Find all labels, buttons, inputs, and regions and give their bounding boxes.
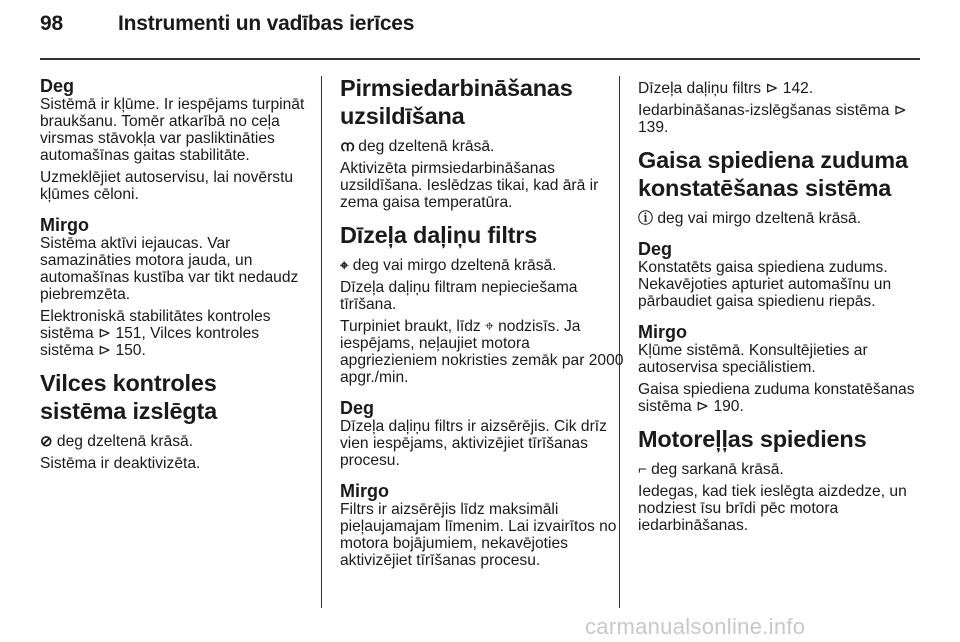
icon-line: ⊘ deg dzeltenā krāsā. bbox=[40, 433, 194, 450]
paragraph: Iedarbināšanas-izslēgšanas sistēma ⊳ 139. bbox=[638, 102, 907, 136]
section-title-tire-pressure: Gaisa spiediena zuduma konstatēšanas sistēma bbox=[638, 147, 908, 201]
paragraph: Gaisa spiediena zuduma konstatēšanas sistēma ⊳ 190. bbox=[638, 381, 915, 415]
column-middle bbox=[340, 70, 630, 574]
paragraph: Konstatēts gaisa spiediena zudums. Nekavējoties apturiet automašīnu un pārbaudiet gaisa spiedienu riepās. bbox=[638, 259, 892, 310]
subheading-deg: Deg bbox=[340, 398, 375, 418]
column-right bbox=[638, 70, 916, 539]
icon-line: ന deg dzeltenā krāsā. bbox=[340, 138, 495, 155]
section-title-oil-pressure: Motoreļļas spiediens bbox=[638, 426, 867, 452]
icon-line: ⌖ deg vai mirgo dzeltenā krāsā. bbox=[340, 257, 557, 274]
paragraph: Filtrs ir aizsērējis līdz maksimāli pieļaujamajam līmenim. Lai izvairītos no motora bojājumiem, nekavējoties aktivizējiet tīrīšanas procesu. bbox=[340, 501, 617, 569]
paragraph: Turpiniet braukt, līdz ⌖ nodzisīs. Ja iespējams, neļaujiet motora apgriezieniem nokristies zemāk par 2000 apgr./min. bbox=[340, 318, 624, 386]
tire-pressure-icon: ⓘ bbox=[638, 210, 654, 227]
particle-filter-icon: ⌖ bbox=[340, 257, 349, 274]
paragraph: Elektroniskā stabilitātes kontroles sistēma ⊳ 151, Vilces kontroles sistēma ⊳ 150. bbox=[40, 308, 271, 359]
subheading-mirgo: Mirgo bbox=[340, 481, 389, 501]
paragraph: Uzmeklējiet autoservisu, lai novērstu kļūmes cēloni. bbox=[40, 169, 294, 203]
glow-plug-icon: ന bbox=[340, 138, 354, 155]
subheading-deg: Deg bbox=[40, 76, 75, 96]
section-title-particle-filter: Dīzeļa daļiņu filtrs bbox=[340, 222, 538, 248]
section-title-traction-off: Vilces kontroles sistēma izslēgta bbox=[40, 370, 218, 424]
paragraph: Sistēma ir deaktivizēta. bbox=[40, 455, 201, 472]
traction-off-icon: ⊘ bbox=[40, 433, 53, 450]
page-title: Instrumenti un vadības ierīces bbox=[118, 12, 415, 35]
page-header bbox=[40, 12, 414, 36]
paragraph: Dīzeļa daļiņu filtrs ir aizsērējis. Cik drīz vien iespējams, aktivizējiet tīrīšanas procesu. bbox=[340, 418, 607, 469]
icon-line: ⓘ deg vai mirgo dzeltenā krāsā. bbox=[638, 210, 862, 227]
icon-line: ⌐ deg sarkanā krāsā. bbox=[638, 461, 784, 478]
paragraph: Iedegas, kad tiek ieslēgta aizdedze, un nodziest īsu brīdi pēc motora iedarbināšanas. bbox=[638, 483, 907, 534]
paragraph: Sistēma aktīvi iejaucas. Var samazināties motora jauda, un automašīnas kustība var tikt nedaudz piebremzēta. bbox=[40, 235, 299, 303]
oil-pressure-icon: ⌐ bbox=[638, 461, 647, 478]
paragraph: Sistēmā ir kļūme. Ir iespējams turpināt braukšanu. Tomēr atkarībā no ceļa virsmas stāvokļa var pasliktināties automašīnas gaitas stabilitāte. bbox=[40, 96, 305, 164]
paragraph: Kļūme sistēmā. Konsultējieties ar autoservisa speciālistiem. bbox=[638, 342, 868, 376]
paragraph: Aktivizēta pirmsiedarbināšanas uzsildīšana. Ieslēdzas tikai, kad ārā ir zema gaisa temperatūra. bbox=[340, 160, 599, 211]
paragraph: Dīzeļa daļiņu filtrs ⊳ 142. bbox=[638, 80, 814, 97]
column-divider bbox=[321, 76, 322, 608]
watermark: carmanualsonline.info bbox=[585, 614, 806, 639]
header-rule bbox=[40, 58, 920, 60]
page-number: 98 bbox=[40, 12, 63, 35]
section-title-preheating: Pirmsiedarbināšanas uzsildīšana bbox=[340, 75, 573, 129]
subheading-mirgo: Mirgo bbox=[638, 322, 687, 342]
subheading-mirgo: Mirgo bbox=[40, 215, 89, 235]
subheading-deg: Deg bbox=[638, 239, 673, 259]
paragraph: Dīzeļa daļiņu filtram nepieciešama tīrīšana. bbox=[340, 279, 578, 313]
column-left bbox=[40, 70, 305, 477]
